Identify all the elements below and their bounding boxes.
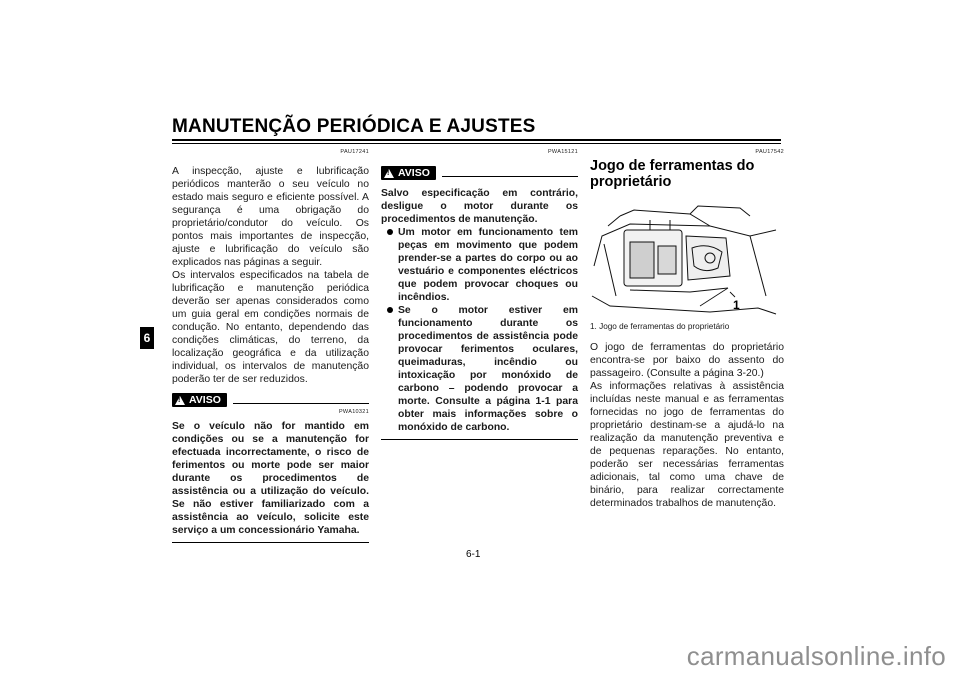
warning-badge (172, 393, 227, 407)
warning-code: PWA10321 (338, 409, 369, 415)
column-left (172, 148, 369, 543)
page-title: MANUTENÇÃO PERIÓDICA E AJUSTES (172, 116, 536, 137)
warning-badge (381, 166, 436, 180)
page-number: 6-1 (466, 549, 481, 560)
warning-bullet: Se o motor estiver em funcionamento durante os procedimentos de assistência pode provocar ferimentos oculares, queimaduras, incêndio ou intoxicação por monóxido de carbono – podendo provocar a morte. Consulte a página 1-1 para obter mais informações sobre o monóxido de carbono. (381, 304, 578, 434)
warning-text: Se o veículo não for mantido em condições ou se a manutenção for efectuada incorrectamente, o risco de ferimentos ou morte pode ser maior durante os procedimentos de assistência ou a utilização do veículo. Se não estiver familiarizado com a assistência ao veículo, solicite este serviço a um concessionário Yamaha. (172, 421, 369, 536)
reference-code: PWA15121 (547, 149, 578, 155)
chapter-tab[interactable]: 6 (140, 327, 154, 349)
section-title: Jogo de ferramentas do proprietário (590, 158, 755, 190)
location-paragraph: O jogo de ferramentas do proprietário encontra-se por baixo do assento do passageiro. (Consulte a página 3-20.) (590, 342, 784, 379)
warning-triangle-icon (384, 169, 394, 178)
warning-bullet: Um motor em funcionamento tem peças em movimento que podem prender-se a partes do corpo ou ao vestuário e componentes eléctricos que podem provocar choques ou incêndios. (381, 226, 578, 304)
watermark: carmanualsonline.info (686, 641, 946, 671)
info-paragraph: As informações relativas à assistência incluídas neste manual e as ferramentas fornecidas no jogo de ferramentas do proprietário destinam-se a ajudá-lo na realização da manutenção preventiva e de pequenas reparações. No entanto, poderão ser necessárias ferramentas adicionais, tal como uma chave de binário, para realizar correctamente determinados trabalhos de manutenção. (590, 381, 784, 509)
warning-rule (233, 403, 369, 404)
intervals-paragraph: Os intervalos especificados na tabela de lubrificação e manutenção periódica deverão ser apenas considerados como um guia geral em condições normais de condução. No entanto, dependendo das condições climáticas, do terreno, da localização geográfica e da utilização individual, os intervalos de manutenção poderão ter de ser reduzidos. (172, 270, 369, 385)
figure-caption: 1. Jogo de ferramentas do proprietário (590, 322, 730, 331)
reference-code: PAU17241 (340, 149, 369, 155)
warning-bullet-list (381, 226, 578, 434)
intro-paragraph: A inspecção, ajuste e lubrificação periódicos manterão o seu veículo no estado mais seguro e eficiente possível. A segurança é uma obrigação do proprietário/condutor do veículo. Os pontos mais importantes de inspecção, ajuste e lubrificação do veículo são explicados nas páginas a seguir. (172, 166, 369, 268)
header-rule (172, 139, 781, 141)
warning-end-rule (381, 439, 578, 440)
warning-end-rule (172, 542, 369, 543)
figure-callout: 1 (733, 298, 740, 312)
header-rule-thin (172, 143, 781, 144)
reference-code: PAU17542 (755, 149, 784, 155)
toolkit-figure (590, 196, 778, 318)
column-right (590, 148, 784, 510)
motorcycle-seat-illustration (590, 196, 778, 318)
column-middle (381, 148, 578, 440)
warning-rule (442, 176, 578, 177)
warning-triangle-icon (175, 396, 185, 405)
warning-header (381, 163, 578, 183)
warning-intro: Salvo especificação em contrário, desligue o motor durante os procedimentos de manutenção. (381, 188, 578, 225)
warning-header (172, 390, 369, 410)
warning-label: AVISO (398, 166, 430, 179)
warning-label: AVISO (189, 393, 221, 406)
